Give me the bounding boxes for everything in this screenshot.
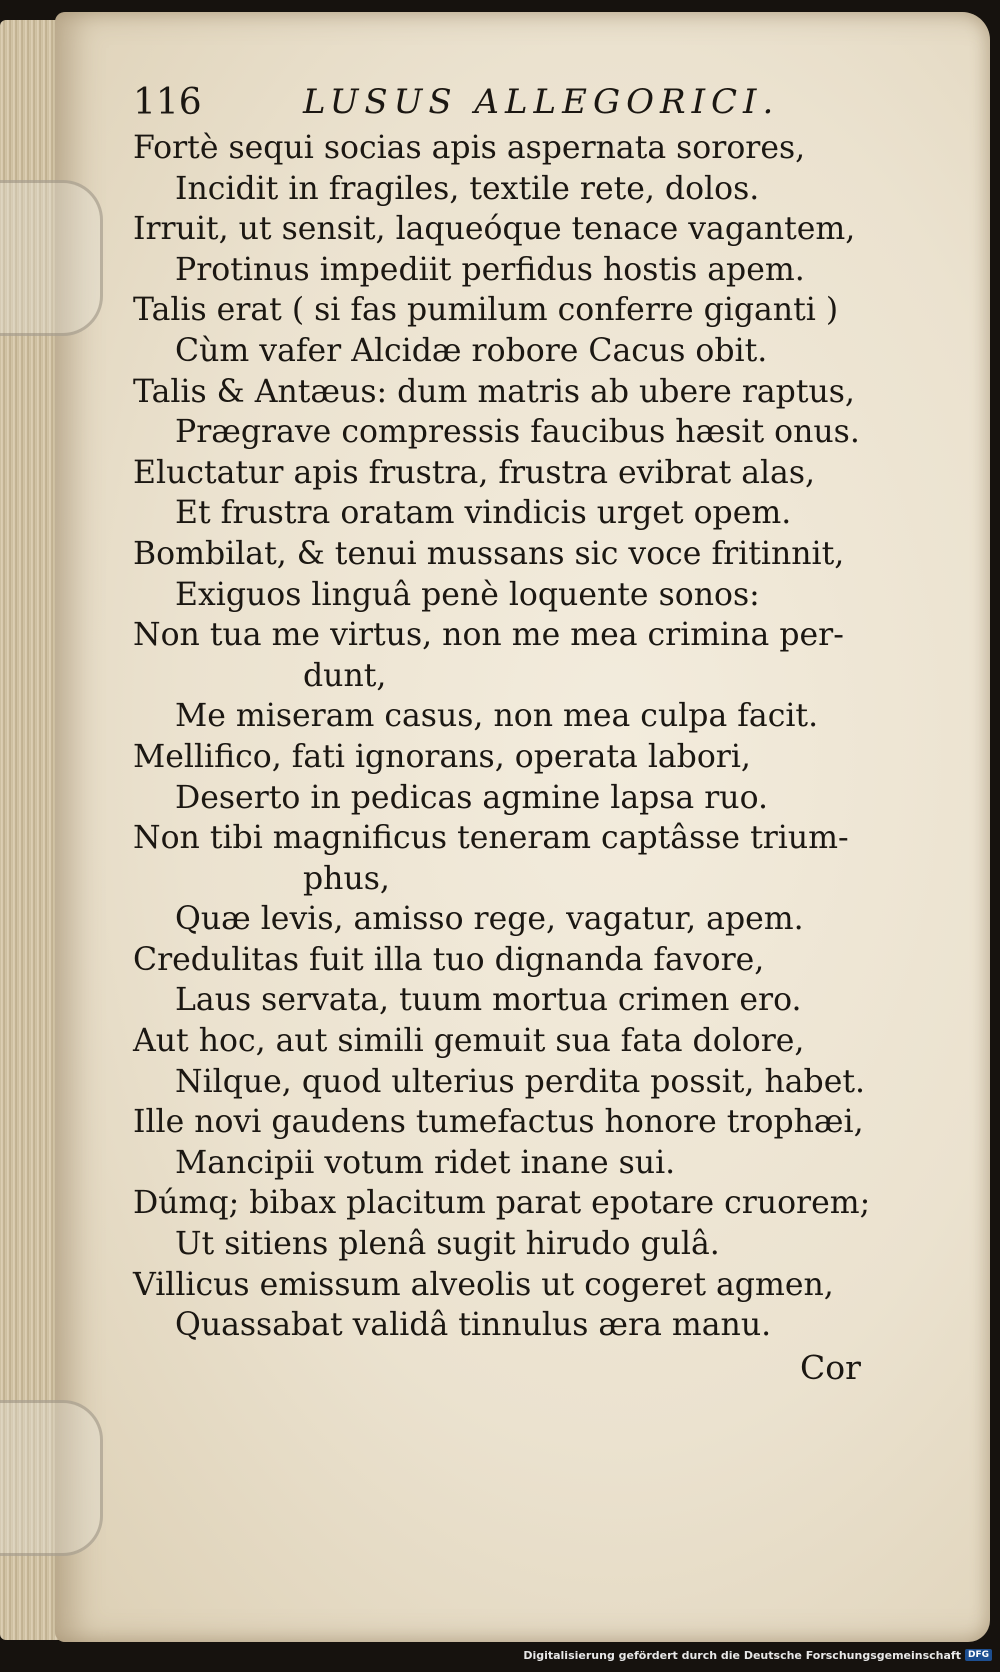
page-number: 116 <box>133 82 202 123</box>
verse-line: Ille novi gaudens tumefactus honore trophæi, <box>133 1104 864 1141</box>
verse-line: Irruit, ut sensit, laqueóque tenace vagantem, <box>133 211 856 248</box>
verse-line: Aut hoc, aut simili gemuit sua fata dolore, <box>133 1023 805 1060</box>
verse-line: Talis & Antæus: dum matris ab ubere raptus, <box>133 373 855 410</box>
verse-line: Credulitas fuit illa tuo dignanda favore, <box>133 941 765 978</box>
book-clip-top <box>0 180 103 336</box>
verse-line-turnover: phus, <box>303 860 390 897</box>
page-header <box>133 82 833 132</box>
verse-line: Eluctatur apis frustra, frustra evibrat alas, <box>133 454 816 491</box>
verse-line: Quassabat validâ tinnulus æra manu. <box>175 1307 772 1344</box>
verse-line: Bombilat, & tenui mussans sic voce fritinnit, <box>133 535 845 572</box>
verse-line: Et frustra oratam vindicis urget opem. <box>175 495 792 532</box>
running-title: LUSUS ALLEGORICI. <box>303 82 780 122</box>
catchword: Cor <box>800 1348 861 1387</box>
verse-line: Quæ levis, amisso rege, vagatur, apem. <box>175 901 804 938</box>
verse-line-turnover: dunt, <box>303 657 387 694</box>
verse-line: Laus servata, tuum mortua crimen ero. <box>175 982 802 1019</box>
verse-line: Mancipii votum ridet inane sui. <box>175 1144 676 1181</box>
verse-line: Mellifico, fati ignorans, operata labori, <box>133 738 751 775</box>
verse-line: Prægrave compressis faucibus hæsit onus. <box>175 414 860 451</box>
verse-line: Exiguos linguâ penè loquente sonos: <box>175 576 760 613</box>
verse-line: Fortè sequi socias apis aspernata sorores, <box>133 130 806 166</box>
verse-line: Cùm vafer Alcidæ robore Cacus obit. <box>175 332 768 369</box>
verse-line: Deserto in pedicas agmine lapsa ruo. <box>175 779 768 816</box>
verse-line: Ut sitiens plenâ sugit hirudo gulâ. <box>175 1226 720 1263</box>
poem-text <box>133 128 913 1346</box>
verse-line: Incidit in fragiles, textile rete, dolos. <box>175 170 760 207</box>
verse-line: Protinus impediit perfidus hostis apem. <box>175 251 805 288</box>
verse-line: Talis erat ( si fas pumilum conferre giganti ) <box>133 292 839 329</box>
verse-line: Non tua me virtus, non me mea crimina per- <box>133 617 844 654</box>
verse-line: Villicus emissum alveolis ut cogeret agmen, <box>133 1266 834 1303</box>
digitization-credit <box>523 1644 992 1666</box>
verse-line: Non tibi magnificus teneram captâsse trium- <box>133 820 849 857</box>
verse-line: Nilque, quod ulterius perdita possit, habet. <box>175 1063 866 1100</box>
verse-line: Dúmq; bibax placitum parat epotare cruorem; <box>133 1185 871 1222</box>
verse-line: Me miseram casus, non mea culpa facit. <box>175 698 819 735</box>
credit-text: Digitalisierung gefördert durch die Deutsche Forschungsgemeinschaft <box>523 1648 961 1662</box>
dfg-logo: DFG <box>965 1649 992 1661</box>
book-clip-bottom <box>0 1400 103 1556</box>
